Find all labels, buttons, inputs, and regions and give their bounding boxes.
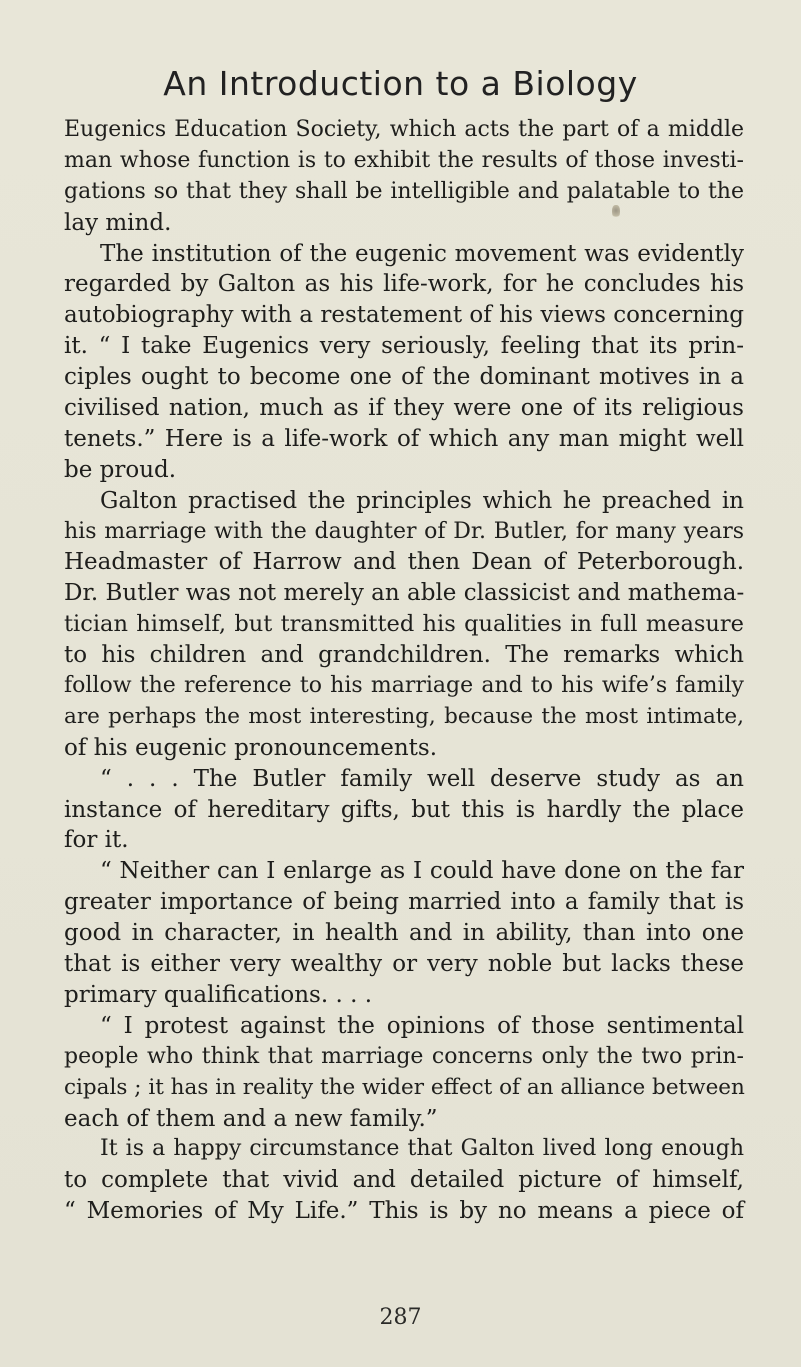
text-line: be proud. bbox=[64, 456, 177, 483]
text-line: each of them and a new family.” bbox=[64, 1105, 438, 1132]
text-line: people who think that marriage concerns only the two prin- bbox=[64, 1043, 744, 1069]
text-line: “ . . . The Butler family well deserve study as an bbox=[100, 765, 744, 792]
page-number: 287 bbox=[379, 1305, 422, 1330]
text-line: The institution of the eugenic movement was evidently bbox=[100, 240, 744, 267]
text-line: of his eugenic pronouncements. bbox=[64, 734, 438, 761]
text-line: Headmaster of Harrow and then Dean of Peterborough. bbox=[64, 549, 744, 576]
text-line: follow the reference to his marriage and to his wife’s family bbox=[64, 673, 744, 699]
text-line: instance of hereditary gifts, but this is hardly the place bbox=[64, 796, 744, 823]
text-line: It is a happy circumstance that Galton lived long enough bbox=[100, 1136, 744, 1162]
text-line: regarded by Galton as his life-work, for he concludes his bbox=[64, 271, 744, 298]
text-line: man whose function is to exhibit the results of those investi- bbox=[64, 147, 744, 173]
text-line: ciples ought to become one of the dominant motives in a bbox=[64, 364, 744, 391]
body-text bbox=[64, 115, 744, 1227]
text-line: his marriage with the daughter of Dr. Butler, for many years bbox=[64, 518, 744, 544]
text-line: gations so that they shall be intelligible and palatable to the bbox=[64, 178, 744, 204]
text-line: are perhaps the most interesting, because the most intimate, bbox=[64, 703, 744, 729]
text-line: tician himself, but transmitted his qualities in full measure bbox=[64, 611, 744, 638]
text-line: autobiography with a restatement of his views concerning bbox=[64, 302, 744, 329]
text-line: good in character, in health and in ability, than into one bbox=[64, 920, 744, 947]
text-line: to complete that vivid and detailed picture of himself, bbox=[64, 1167, 744, 1194]
text-line: it. “ I take Eugenics very seriously, feeling that its prin- bbox=[64, 333, 744, 360]
text-line: “ Neither can I enlarge as I could have done on the far bbox=[100, 858, 744, 885]
text-line: that is either very wealthy or very noble but lacks these bbox=[64, 951, 744, 978]
text-line: “ I protest against the opinions of those sentimental bbox=[100, 1012, 744, 1039]
text-line: civilised nation, much as if they were one of its religious bbox=[64, 395, 744, 422]
text-line: Galton practised the principles which he preached in bbox=[100, 487, 744, 514]
text-line: primary qualifications. . . . bbox=[64, 981, 373, 1008]
text-line: “ Memories of My Life.” This is by no means a piece of bbox=[64, 1198, 744, 1225]
text-line: cipals ; it has in reality the wider effect of an alliance between bbox=[64, 1074, 745, 1100]
text-line: tenets.” Here is a life-work of which any man might well bbox=[64, 425, 744, 452]
text-line: lay mind. bbox=[64, 209, 172, 236]
text-line: for it. bbox=[64, 827, 129, 854]
text-line: greater importance of being married into a family that is bbox=[64, 889, 744, 916]
text-line: Dr. Butler was not merely an able classicist and mathema- bbox=[64, 580, 745, 607]
text-line: Eugenics Education Society, which acts the part of a middle bbox=[64, 117, 744, 142]
text-line: to his children and grandchildren. The remarks which bbox=[64, 642, 744, 669]
running-head: An Introduction to a Biology bbox=[163, 64, 638, 103]
